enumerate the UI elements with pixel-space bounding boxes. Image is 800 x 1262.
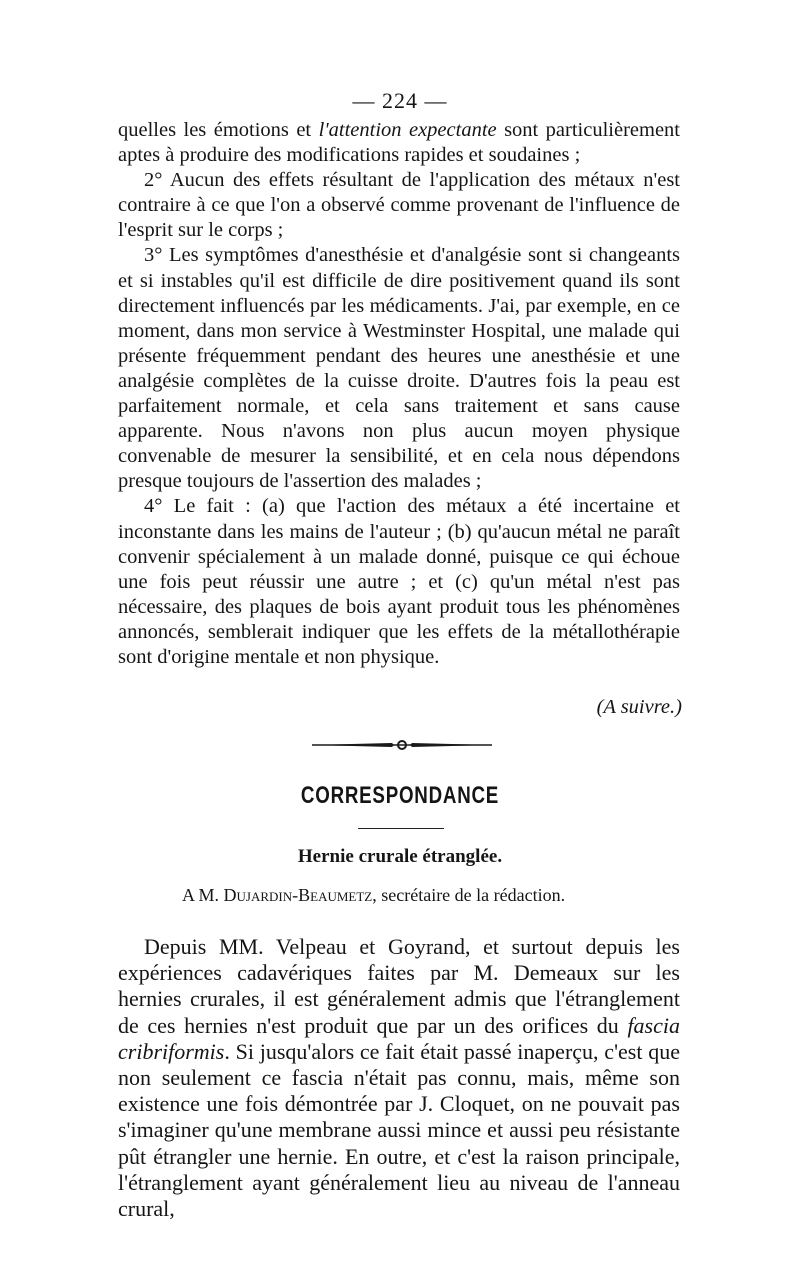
emphasis-fascia-cribriformis: fascia cribriformis [118, 1012, 680, 1064]
paragraph-1-text-a: quelles les émotions et [118, 119, 319, 141]
paragraph-4: 4° Le fait : (a) que l'action des métaux a été incertaine et inconstante dans les mains de l'auteur ; (b) qu'aucun métal ne paraît convenir spécialement à un malade donné, puisque ce qui échoue une fois peut réussir une autre ; et (c) qu'un métal n'est pas nécessaire, des plaques de bois ayant produit tous les phénomènes annoncés, semblerait indiquer que les effets de la métallothérapie sont d'origine mentale et non physique. [118, 495, 680, 668]
letter-body [118, 934, 680, 1222]
letter-text-b: . Si jusqu'alors ce fait était passé inaperçu, c'est que non seulement ce fascia n'était pas connu, mais, même son existence une fois démontrée par J. Cloquet, on ne pouvait pas s'imaginer qu'une membrane aussi mince et aussi peu résistante pût étrangler une hernie. En outre, et c'est la raison principale, l'étranglement ayant généralement lieu au niveau de l'anneau crural, [118, 1038, 680, 1222]
article-continuation [118, 118, 680, 670]
paragraph-2: 2° Aucun des effets résultant de l'application des métaux n'est contraire à ce que l'on a observé comme provenant de l'influence de l'esprit sur le corps ; [118, 169, 680, 242]
page-number: — 224 — [352, 88, 448, 113]
to-be-continued: (A suivre.) [596, 696, 682, 718]
address-prefix: A M. [182, 885, 224, 905]
letter-text-a: Depuis MM. Velpeau et Goyrand, et surtout depuis les expériences cadavériques faites par M. Demeaux sur les hernies crurales, il est généralement admis que l'étranglement de ces hernies n'est produit que par un des orifices du [118, 934, 680, 1038]
paragraph-1-text-b: sont particulièrement aptes à produire des modifications rapides et soudaines ; [118, 119, 681, 167]
ornament-divider [312, 738, 492, 752]
paragraph-3: 3° Les symptômes d'anesthésie et d'analgésie sont si changeants et si instables qu'il est difficile de dire positivement quand ils sont directement influencés par les médicaments. J'ai, par exemple, en ce moment, dans mon service à Westminster Hospital, une malade qui présente fréquemment pendant des heures une anesthésie et une analgésie complètes de la cuisse droite. D'autres fois la peau est parfaitement normale, et cela sans traitement et sans cause apparente. Nous n'avons non plus aucun moyen physique convenable de mesurer la sensibilité, et en cela nous dépendons presque toujours de l'assertion des malades ; [118, 244, 680, 493]
address-name: Dujardin-Beaumetz, [223, 885, 377, 905]
section-title: CORRESPONDANCE [300, 782, 500, 809]
emphasis-attention-expectante: l'attention expectante [318, 119, 497, 141]
paragraph-1 [118, 118, 680, 168]
article-title: Hernie crurale étranglée. [297, 846, 503, 867]
letter-address [182, 885, 565, 906]
address-suffix: secrétaire de la rédaction. [376, 885, 566, 905]
title-rule [358, 828, 444, 829]
letter-paragraph [118, 934, 680, 1222]
